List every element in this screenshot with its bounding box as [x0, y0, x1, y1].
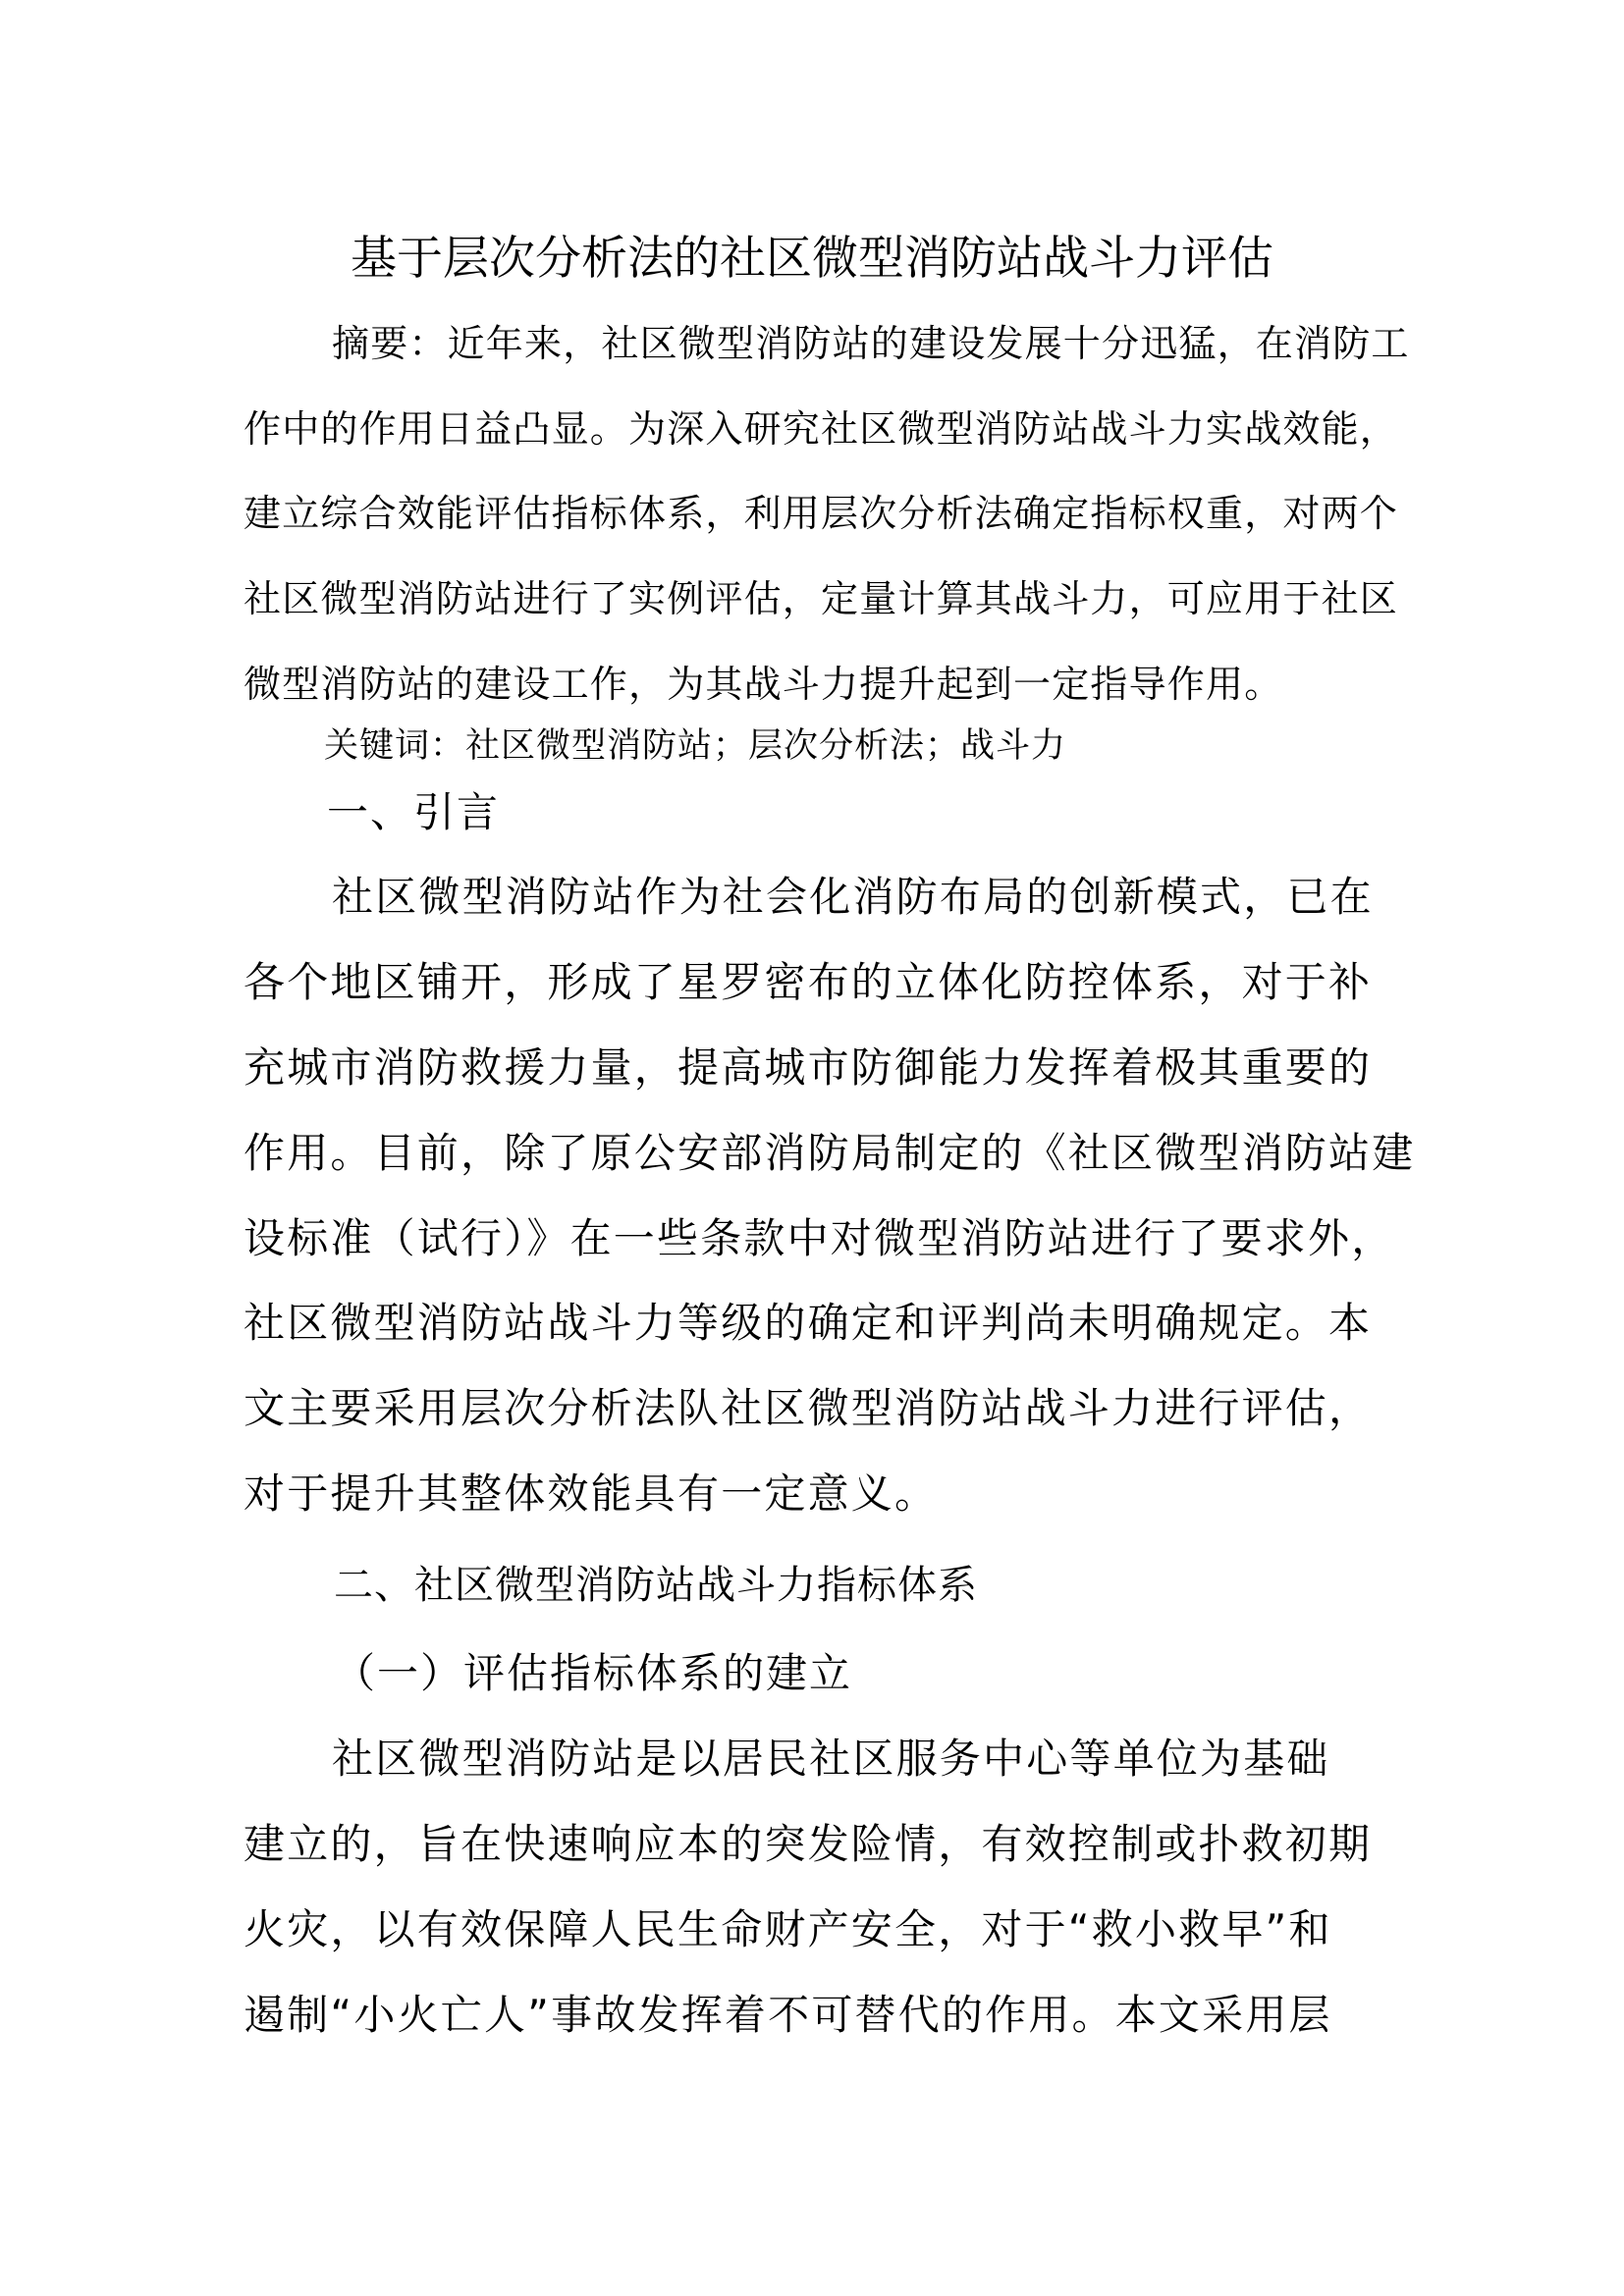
keywords: 关键词：社区微型消防站；层次分析法；战斗力 [324, 726, 1067, 766]
body-line: 遏制“小火亡人”事故发挥着不可替代的作用。本文采用层 [244, 1991, 1332, 2039]
section-heading-index-system: 二、社区微型消防站战斗力指标体系 [334, 1563, 978, 1608]
section-heading-intro: 一、引言 [327, 788, 501, 836]
body-line: 各个地区铺开，形成了星罗密布的立体化防控体系，对于补 [244, 958, 1373, 1006]
abstract-line: 社区微型消防站进行了实例评估，定量计算其战斗力，可应用于社区 [244, 577, 1399, 620]
document-title: 基于层次分析法的社区微型消防站战斗力评估 [351, 232, 1273, 286]
body-line: 作用。目前，除了原公安部消防局制定的《社区微型消防站建 [244, 1129, 1416, 1177]
body-line: 建立的，旨在快速响应本的突发险情，有效控制或扑救初期 [244, 1820, 1373, 1868]
abstract-line: 作中的作用日益凸显。为深入研究社区微型消防站战斗力实战效能， [244, 407, 1399, 451]
body-line: 社区微型消防站作为社会化消防布局的创新模式，已在 [332, 873, 1374, 921]
body-line: 火灾，以有效保障人民生命财产安全，对于“救小救早”和 [244, 1905, 1332, 1953]
subsection-heading: （一）评估指标体系的建立 [334, 1649, 853, 1697]
body-line: 文主要采用层次分析法队社区微型消防站战斗力进行评估， [244, 1384, 1373, 1432]
body-line: 充城市消防救援力量，提高城市防御能力发挥着极其重要的 [244, 1043, 1373, 1092]
body-line: 社区微型消防站战斗力等级的确定和评判尚未明确规定。本 [244, 1299, 1373, 1347]
abstract-line: 微型消防站的建设工作，为其战斗力提升起到一定指导作用。 [244, 663, 1283, 706]
body-line: 对于提升其整体效能具有一定意义。 [244, 1469, 939, 1518]
body-line: 设标准（试行）》在一些条款中对微型消防站进行了要求外， [244, 1214, 1395, 1262]
abstract-line: 建立综合效能评估指标体系，利用层次分析法确定指标权重，对两个 [244, 492, 1399, 535]
body-line: 社区微型消防站是以居民社区服务中心等单位为基础 [332, 1735, 1330, 1783]
abstract-line: 摘要：近年来，社区微型消防站的建设发展十分迅猛，在消防工 [332, 322, 1410, 365]
